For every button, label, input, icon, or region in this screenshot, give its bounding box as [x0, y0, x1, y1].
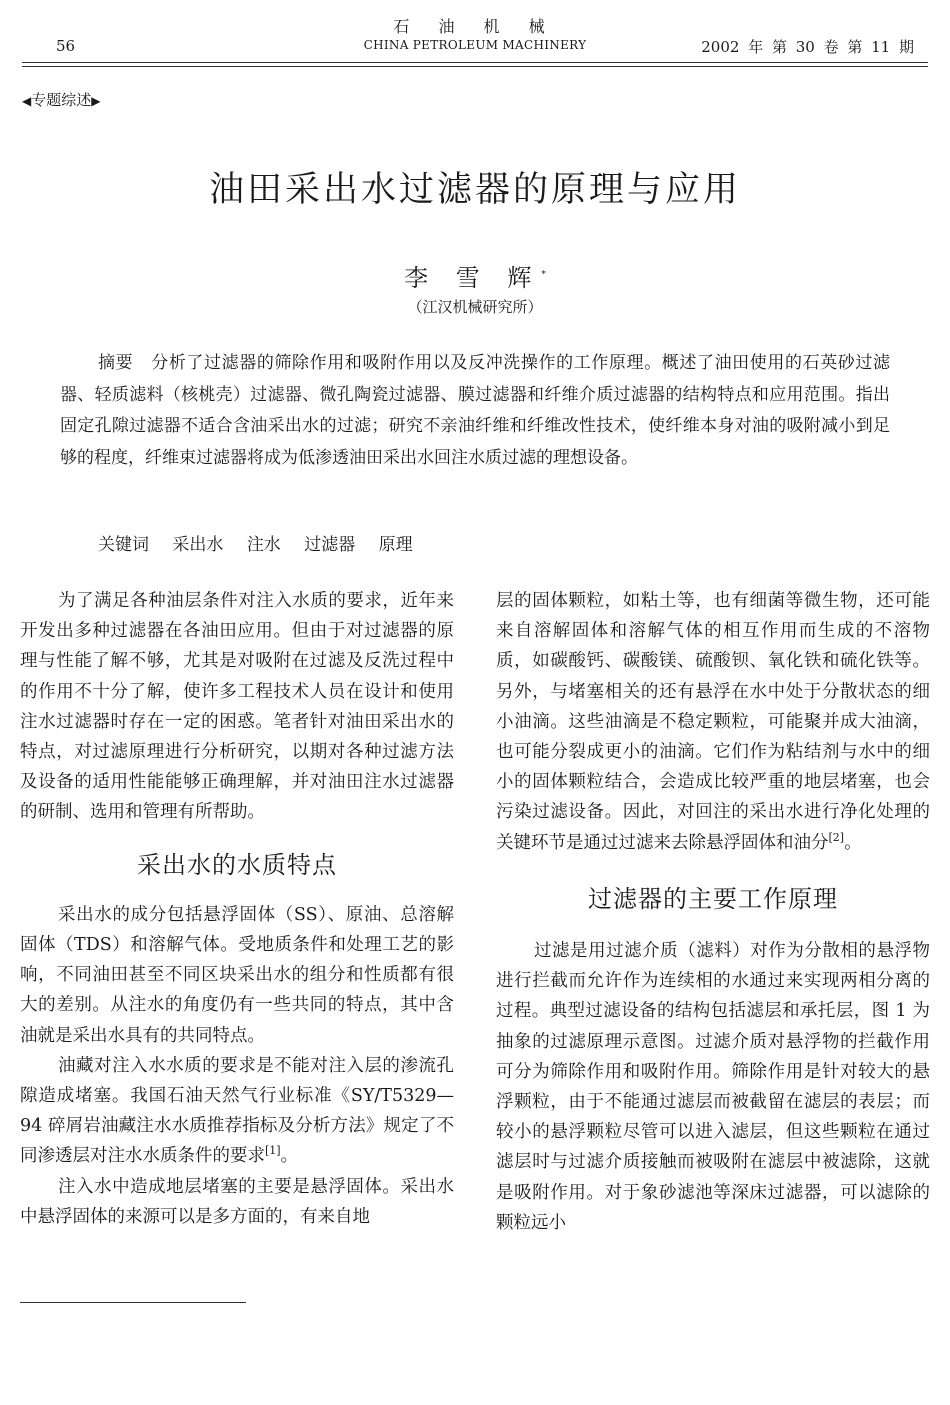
right-triangle-icon: ▶ [91, 94, 101, 108]
keywords [98, 530, 431, 555]
body-paragraph: 采出水的成分包括悬浮固体（SS）、原油、总溶解固体（TDS）和溶解气体。受地质条件和处理工艺的影响，不同油田甚至不同区块采出水的组分和性质都有很大的差别。从注水的角度仍有一些共同的特点，其中含油就是采出水具有的共同特点。 [20, 904, 454, 1046]
abstract-text: 分析了过滤器的筛除作用和吸附作用以及反冲洗操作的工作原理。概述了油田使用的石英砂过滤器、轻质滤料（核桃壳）过滤器、微孔陶瓷过滤器、膜过滤器和纤维介质过滤器的结构特点和应用范围。指出固定孔隙过滤器不适合含油采出水的过滤；研究不亲油纤维和纤维改性技术，使纤维本身对油的吸附减小到足够的程度，纤维束过滤器将成为低渗透油田采出水回注水质过滤的理想设备。 [60, 353, 891, 468]
citation-ref: [1] [265, 1144, 281, 1158]
body-text-end: 。 [844, 832, 862, 853]
abstract-label: 摘要 [98, 353, 134, 373]
author-line [0, 258, 950, 293]
body-text-end: 。 [280, 1146, 299, 1167]
keyword: 采出水 [172, 535, 224, 555]
left-triangle-icon: ◀ [22, 94, 32, 108]
author-footnote-mark: * [541, 270, 546, 280]
keyword: 过滤器 [304, 535, 356, 555]
journal-name-en: CHINA PETROLEUM MACHINERY [363, 38, 587, 52]
footnote-rule [20, 1302, 246, 1303]
body-paragraph: 过滤是用过滤介质（滤料）对作为分散相的悬浮物进行拦截而允许作为连续相的水通过来实现两相分离的过程。典型过滤设备的结构包括滤层和承托层，图 1 为抽象的过滤原理示意图。过滤介质对悬浮物的拦截作用可分为筛除作用和吸附作用。筛除作用是针对较大的悬浮颗粒，由于不能通过滤层而被截留在滤层的表层；而较小的悬浮颗粒尽管可以进入滤层，但这些颗粒在通过滤层时与过滤介质接触而被吸附在滤层中被滤除，这就是吸附作用。对于象砂滤池等深床过滤器，可以滤除的颗粒远小 [496, 941, 930, 1233]
body-paragraph [496, 586, 930, 858]
body-paragraph: 注入水中造成地层堵塞的主要是悬浮固体。采出水中悬浮固体的来源可以是多方面的，有来自地 [20, 1176, 454, 1227]
article-title: 油田采出水过滤器的原理与应用 [208, 170, 741, 210]
page-number: 56 [56, 37, 76, 55]
keywords-label: 关键词 [98, 535, 149, 555]
header-rule [22, 62, 928, 63]
keyword: 原理 [378, 535, 413, 555]
journal-name-cn: 石 油 机 械 [393, 17, 557, 36]
abstract [60, 348, 890, 474]
intro-paragraph: 为了满足各种油层条件对注入水质的要求，近年来开发出多种过滤器在各油田应用。但由于对过滤器的原理与性能了解不够，尤其是对吸附在过滤及反洗过程中的作用不十分了解，使许多工程技术人员在设计和使用注水过滤器时存在一定的困惑。笔者针对油田采出水的特点，对过滤原理进行分析研究，以期对各种过滤方法及设备的适用性能能够正确理解，并对油田注水过滤器的研制、选用和管理有所帮助。 [20, 591, 454, 823]
column-label [22, 89, 100, 110]
section-heading: 采出水的水质特点 [137, 850, 337, 879]
keyword: 注水 [246, 535, 281, 555]
author-name: 李 雪 辉 [404, 264, 542, 292]
citation-ref: [2] [828, 830, 845, 844]
body-text: 层的固体颗粒，如粘土等，也有细菌等微生物，还可能来自溶解固体和溶解气体的相互作用而生成的不溶物质，如碳酸钙、碳酸镁、硫酸钡、氧化铁和硫化铁等。另外，与堵塞相关的还有悬浮在水中处于分散状态的细小油滴。这些油滴是不稳定颗粒，可能聚并成大油滴，也可能分裂成更小的油滴。它们作为粘结剂与水中的细小的固体颗粒结合，会造成比较严重的地层堵塞，也会污染过滤设备。因此，对回注的采出水进行净化处理的关键环节是通过过滤来去除悬浮固体和油分 [496, 591, 930, 853]
section-heading: 过滤器的主要工作原理 [588, 884, 838, 913]
column-label-text: 专题综述 [31, 91, 92, 109]
left-column [20, 586, 454, 1232]
right-column [496, 586, 930, 1238]
header-rule-second [22, 66, 928, 67]
issue-info: 2002 年 第 30 卷 第 11 期 [701, 38, 914, 56]
body-paragraph [20, 1051, 454, 1172]
body-text: 油藏对注入水水质的要求是不能对注入层的渗流孔隙造成堵塞。我国石油天然气行业标准《SY/T5329—94 碎屑岩油藏注水水质推荐指标及分析方法》规定了不同渗透层对注水水质条件的要求 [20, 1055, 454, 1167]
affiliation: （江汉机械研究所） [407, 298, 543, 316]
